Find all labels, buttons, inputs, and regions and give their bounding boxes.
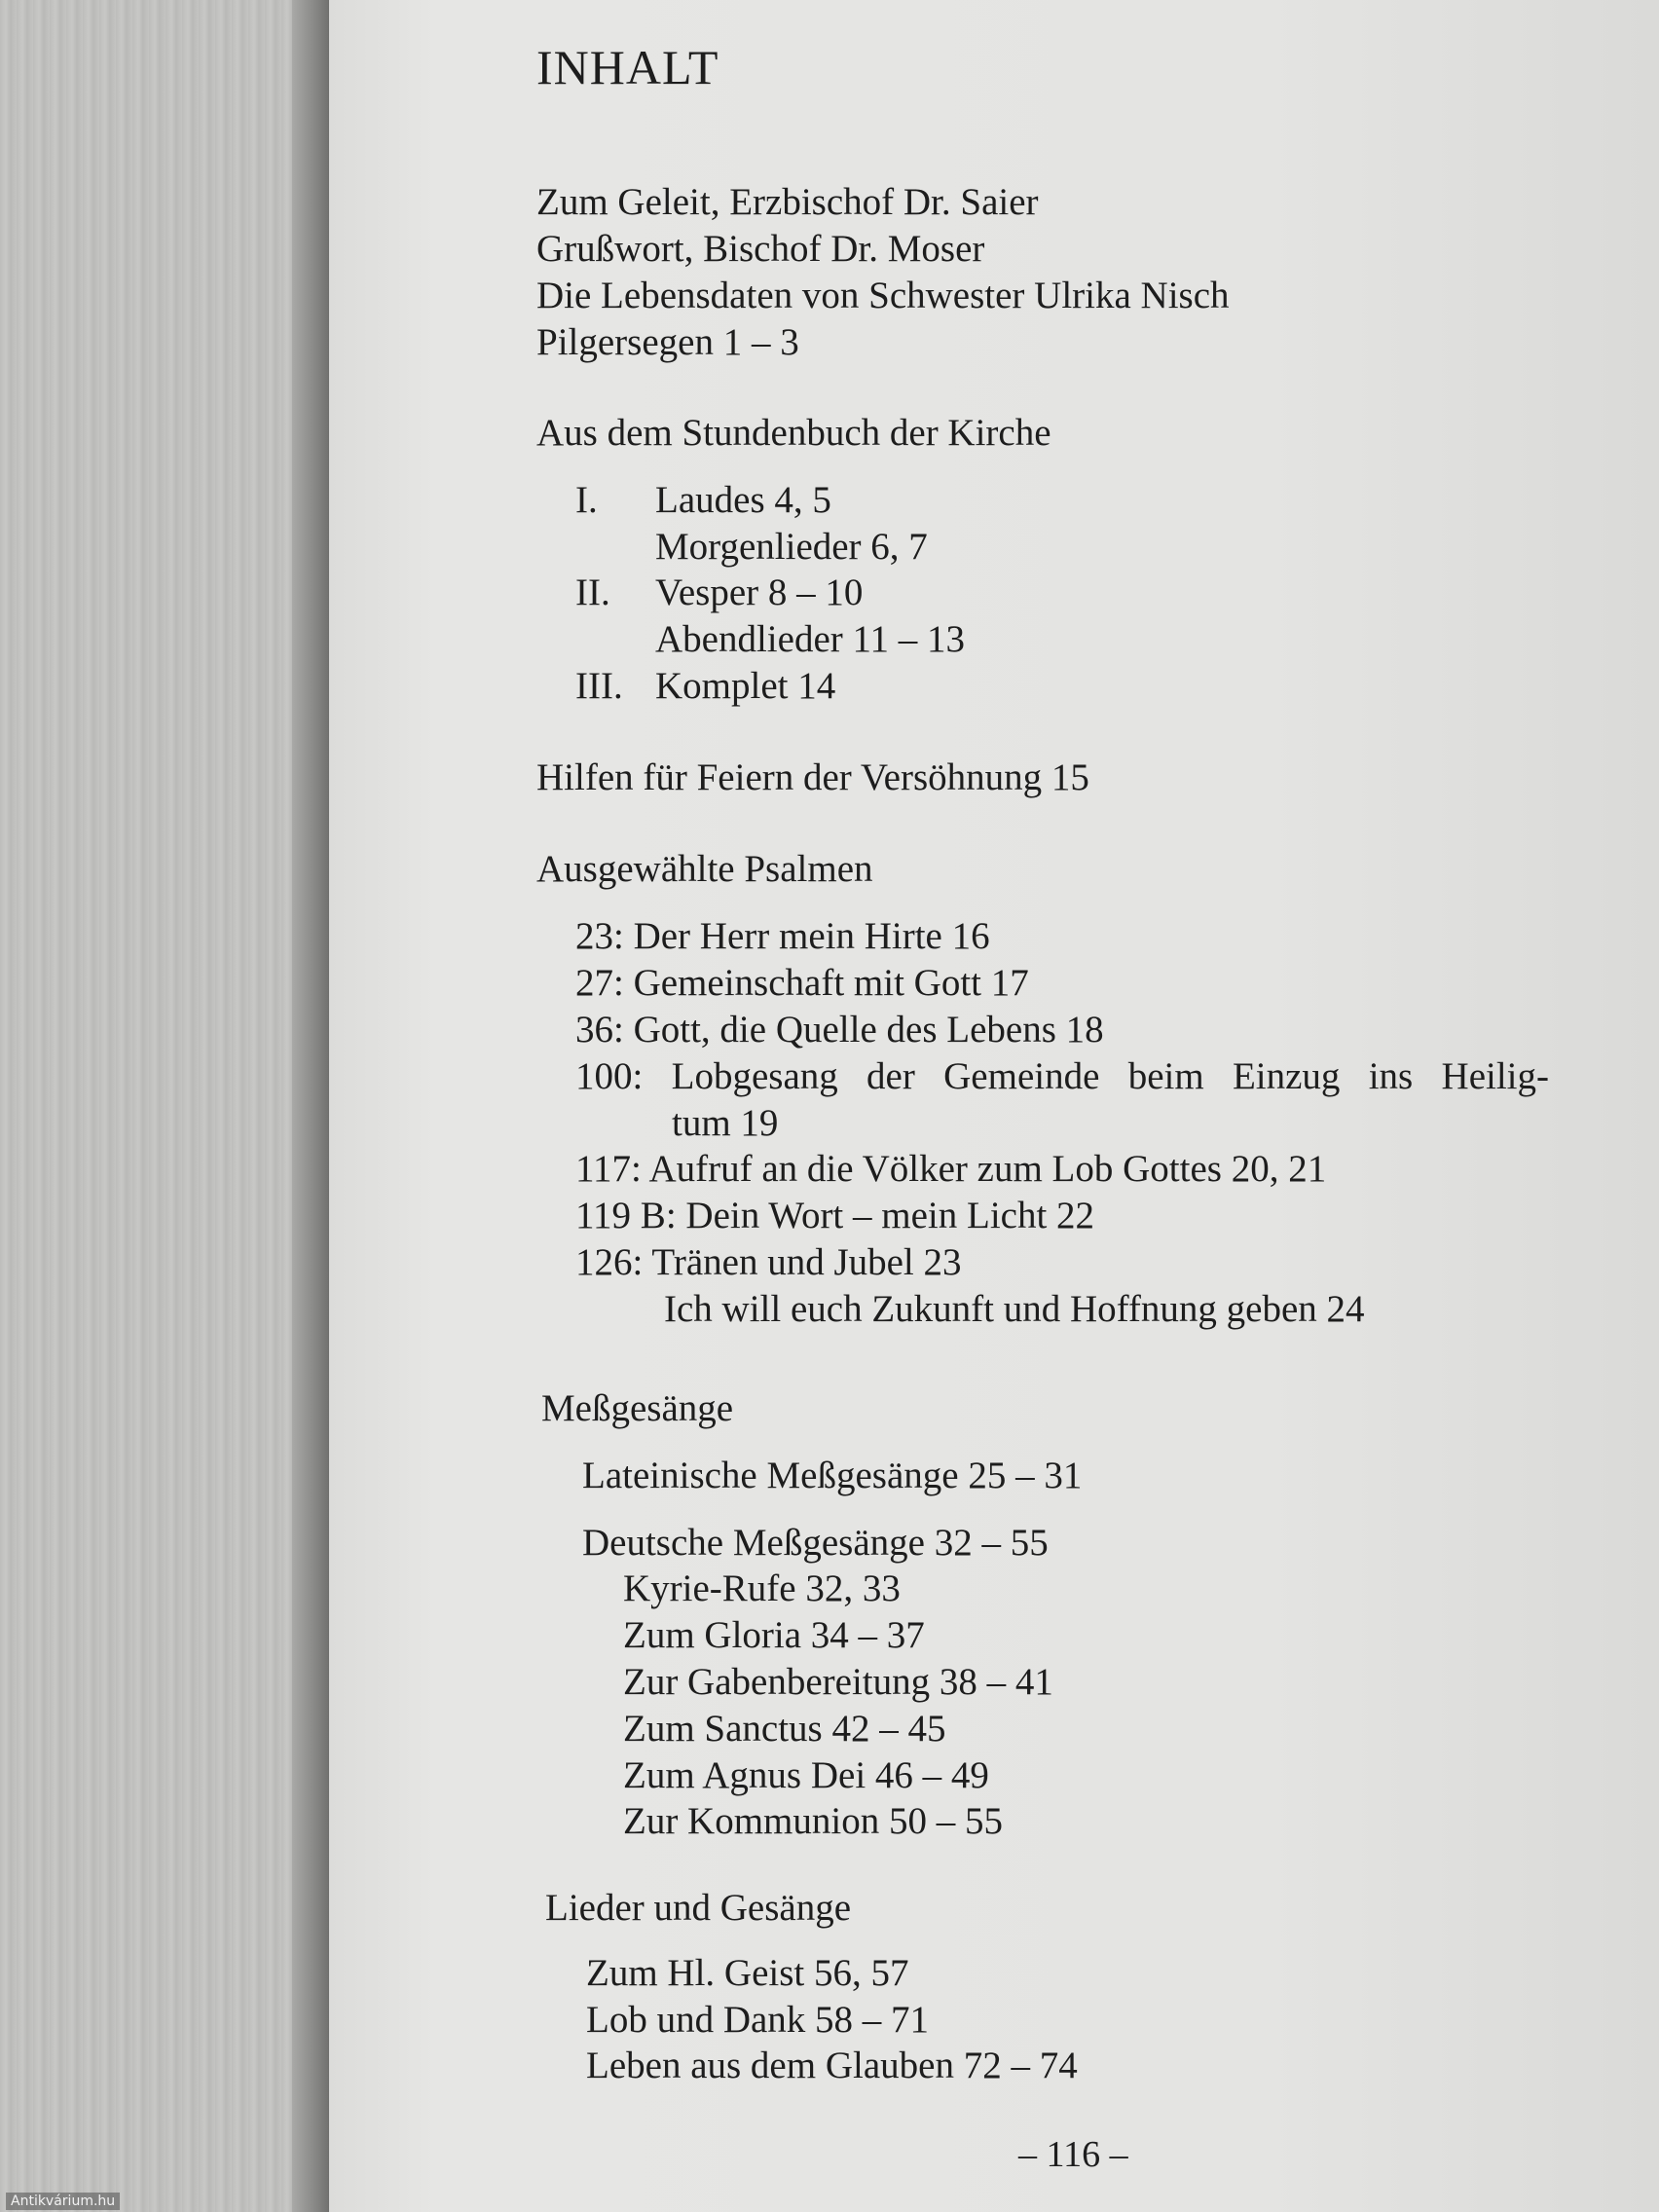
roman-numeral: II. bbox=[575, 571, 610, 613]
toc-entry-psalm-126: 126: Tränen und Jubel 23 bbox=[575, 1241, 962, 1283]
toc-entry-vesper: Vesper 8 – 10 bbox=[655, 571, 864, 613]
toc-entry-psalm-119b: 119 B: Dein Wort – mein Licht 22 bbox=[575, 1195, 1095, 1236]
section-heading-messgesaenge: Meßgesänge bbox=[541, 1387, 734, 1429]
page-number: – 116 – bbox=[1018, 2134, 1128, 2175]
toc-entry-kyrie: Kyrie-Rufe 32, 33 bbox=[623, 1567, 901, 1609]
section-heading-stundenbuch: Aus dem Stundenbuch der Kirche bbox=[536, 412, 1051, 454]
toc-entry-grusswort: Grußwort, Bischof Dr. Moser bbox=[536, 228, 985, 270]
toc-entry-versoehnung: Hilfen für Feiern der Versöhnung 15 bbox=[536, 756, 1089, 798]
toc-entry-sanctus: Zum Sanctus 42 – 45 bbox=[623, 1708, 946, 1750]
roman-numeral: III. bbox=[575, 665, 623, 707]
toc-entry-kommunion: Zur Kommunion 50 – 55 bbox=[623, 1800, 1003, 1842]
toc-entry-psalm-117: 117: Aufruf an die Völker zum Lob Gottes 20, 21 bbox=[575, 1148, 1327, 1190]
toc-entry-zukunft: Ich will euch Zukunft und Hoffnung geben 24 bbox=[664, 1288, 1365, 1330]
toc-entry-lob-und-dank: Lob und Dank 58 – 71 bbox=[586, 1999, 930, 2041]
toc-entry-psalm-100: 100: Lobgesang der Gemeinde beim Einzug ins Heilig- bbox=[575, 1055, 1549, 1097]
toc-entry-geleit: Zum Geleit, Erzbischof Dr. Saier bbox=[536, 181, 1039, 223]
toc-entry-gabenbereitung: Zur Gabenbereitung 38 – 41 bbox=[623, 1661, 1053, 1703]
toc-entry-gloria: Zum Gloria 34 – 37 bbox=[623, 1614, 925, 1656]
toc-entry-psalm-23: 23: Der Herr mein Hirte 16 bbox=[575, 915, 990, 957]
toc-entry-psalm-100-cont: tum 19 bbox=[672, 1102, 779, 1144]
toc-entry-abendlieder: Abendlieder 11 – 13 bbox=[655, 618, 966, 660]
toc-entry-komplet: Komplet 14 bbox=[655, 665, 836, 707]
toc-entry-deutsch: Deutsche Meßgesänge 32 – 55 bbox=[582, 1522, 1049, 1564]
toc-entry-pilgersegen: Pilgersegen 1 – 3 bbox=[536, 321, 799, 363]
toc-entry-laudes: Laudes 4, 5 bbox=[655, 479, 831, 521]
toc-entry-hl-geist: Zum Hl. Geist 56, 57 bbox=[586, 1952, 909, 1994]
roman-numeral: I. bbox=[575, 479, 598, 521]
toc-entry-morgenlieder: Morgenlieder 6, 7 bbox=[655, 526, 928, 568]
section-heading-psalmen: Ausgewählte Psalmen bbox=[536, 848, 873, 890]
binding-shadow bbox=[292, 0, 331, 2212]
toc-entry-leben-glauben: Leben aus dem Glauben 72 – 74 bbox=[586, 2045, 1078, 2086]
watermark: Antikvárium.hu bbox=[6, 2193, 120, 2210]
book-binding bbox=[0, 0, 326, 2212]
toc-entry-psalm-36: 36: Gott, die Quelle des Lebens 18 bbox=[575, 1009, 1104, 1051]
page-title: INHALT bbox=[536, 40, 719, 94]
toc-entry-latein: Lateinische Meßgesänge 25 – 31 bbox=[582, 1455, 1083, 1496]
toc-entry-lebensdaten: Die Lebensdaten von Schwester Ulrika Nisch bbox=[536, 275, 1230, 316]
toc-entry-psalm-27: 27: Gemeinschaft mit Gott 17 bbox=[575, 962, 1029, 1004]
book-page bbox=[329, 0, 1659, 2212]
toc-entry-agnus-dei: Zum Agnus Dei 46 – 49 bbox=[623, 1754, 989, 1796]
section-heading-lieder: Lieder und Gesänge bbox=[545, 1887, 852, 1929]
